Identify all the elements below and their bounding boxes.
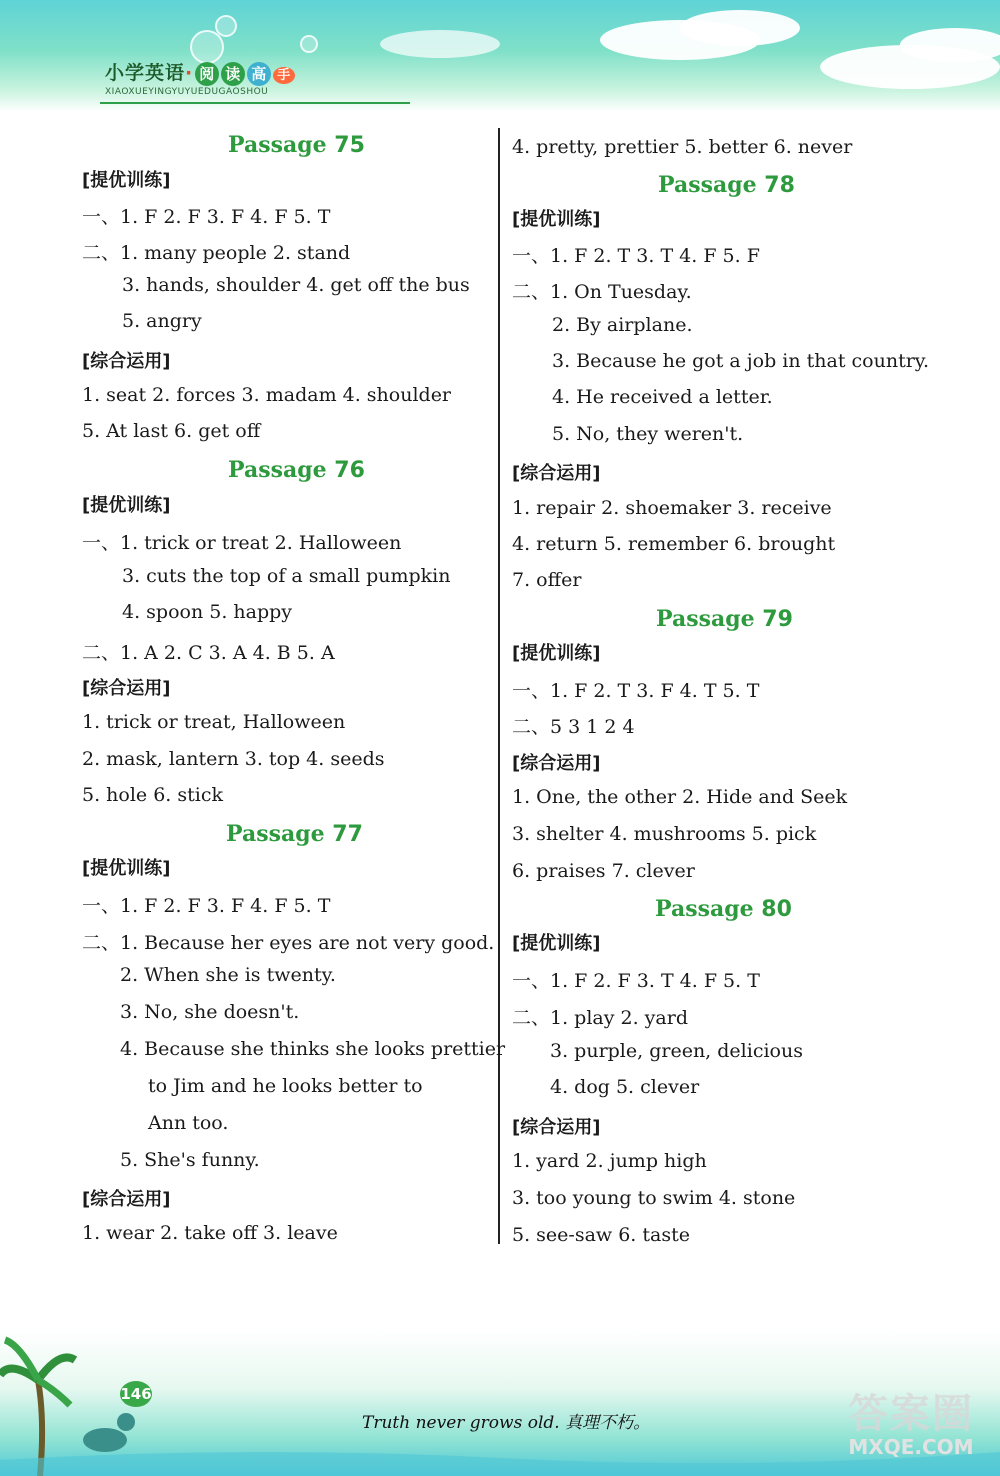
passage-80-title: Passage 80 xyxy=(655,896,792,922)
section-label: [综合运用] xyxy=(512,1117,601,1138)
watermark-logo-text: 答案圈 xyxy=(848,1391,974,1437)
answer-line: 4. pretty, prettier 5. better 6. never xyxy=(512,136,853,158)
page-number: 146 xyxy=(120,1381,152,1407)
watermark xyxy=(826,1382,996,1472)
answer-line: to Jim and he looks better to xyxy=(148,1075,423,1097)
answer-line: 5. hole 6. stick xyxy=(82,784,223,806)
answer-line: 4. return 5. remember 6. brought xyxy=(512,533,836,555)
answer-line: 二、1. play 2. yard xyxy=(512,1007,688,1029)
answer-line: 5. angry xyxy=(122,310,202,332)
section-label: [综合运用] xyxy=(82,1189,171,1210)
palm-tree-icon xyxy=(0,1340,75,1476)
answer-line: 3. Because he got a job in that country. xyxy=(552,350,930,372)
answer-line: 2. By airplane. xyxy=(552,314,693,336)
answer-line: 4. spoon 5. happy xyxy=(122,601,293,623)
answer-line: 1. wear 2. take off 3. leave xyxy=(82,1222,338,1244)
answer-line: 二、5 3 1 2 4 xyxy=(512,716,635,738)
section-label: [提优训练] xyxy=(512,643,601,664)
answer-line: 一、1. trick or treat 2. Halloween xyxy=(82,532,402,554)
section-label: [提优训练] xyxy=(82,858,171,879)
answer-line: 二、1. A 2. C 3. A 4. B 5. A xyxy=(82,642,335,664)
title-char-4: 手 xyxy=(273,67,295,84)
answer-line: 4. He received a letter. xyxy=(552,386,773,408)
footer-motto: Truth never grows old. 真理不朽。 xyxy=(362,1413,651,1433)
title-char-3: 高 xyxy=(247,62,271,86)
answer-line: 二、1. many people 2. stand xyxy=(82,242,351,264)
answer-line: 一、1. F 2. F 3. F 4. F 5. T xyxy=(82,206,331,228)
title-separator: · xyxy=(185,62,194,84)
passage-78-title: Passage 78 xyxy=(658,172,795,198)
section-label: [提优训练] xyxy=(82,495,171,516)
answer-line: 7. offer xyxy=(512,569,582,591)
header-banner xyxy=(0,0,1000,112)
answer-line: 1. repair 2. shoemaker 3. receive xyxy=(512,497,832,519)
column-divider xyxy=(498,128,500,1244)
answer-line: 二、1. Because her eyes are not very good. xyxy=(82,932,495,954)
passage-75-title: Passage 75 xyxy=(228,132,365,158)
answer-line: 3. too young to swim 4. stone xyxy=(512,1187,796,1209)
answer-line: 一、1. F 2. T 3. F 4. T 5. T xyxy=(512,680,760,702)
series-pinyin: XIAOXUEYINGYUYUEDUGAOSHOU xyxy=(105,87,269,97)
answer-line: 1. trick or treat, Halloween xyxy=(82,711,346,733)
book-series-title xyxy=(105,58,295,86)
answer-line: Ann too. xyxy=(148,1112,229,1134)
section-label: [提优训练] xyxy=(512,209,601,230)
answer-line: 3. shelter 4. mushrooms 5. pick xyxy=(512,823,817,845)
answer-line: 1. One, the other 2. Hide and Seek xyxy=(512,786,848,808)
answer-line: 3. purple, green, delicious xyxy=(550,1040,803,1062)
answer-line: 5. see-saw 6. taste xyxy=(512,1224,690,1246)
answer-line: 3. No, she doesn't. xyxy=(120,1001,300,1023)
section-label: [综合运用] xyxy=(82,678,171,699)
answer-line: 一、1. F 2. F 3. F 4. F 5. T xyxy=(82,895,331,917)
title-char-2: 读 xyxy=(221,62,245,86)
passage-76-title: Passage 76 xyxy=(228,457,365,483)
answer-line: 5. She's funny. xyxy=(120,1149,260,1171)
section-label: [综合运用] xyxy=(512,753,601,774)
seal-icon xyxy=(83,1413,135,1452)
answer-line: 4. Because she thinks she looks prettier xyxy=(120,1038,506,1060)
section-label: [提优训练] xyxy=(82,170,171,191)
answer-line: 5. At last 6. get off xyxy=(82,420,261,442)
answer-line: 3. cuts the top of a small pumpkin xyxy=(122,565,451,587)
passage-79-title: Passage 79 xyxy=(656,606,793,632)
watermark-url: MXQE.COM xyxy=(848,1435,974,1459)
header-underline xyxy=(100,102,410,104)
answer-line: 2. When she is twenty. xyxy=(120,964,336,986)
passage-77-title: Passage 77 xyxy=(226,821,363,847)
answer-line: 一、1. F 2. T 3. T 4. F 5. F xyxy=(512,245,760,267)
answer-line: 1. yard 2. jump high xyxy=(512,1150,707,1172)
title-char-1: 阅 xyxy=(195,62,219,86)
answer-line: 二、1. On Tuesday. xyxy=(512,281,692,303)
series-name: 小学英语 xyxy=(105,62,186,84)
answer-line: 3. hands, shoulder 4. get off the bus xyxy=(122,274,470,296)
section-label: [提优训练] xyxy=(512,933,601,954)
answer-line: 2. mask, lantern 3. top 4. seeds xyxy=(82,748,385,770)
answer-line: 5. No, they weren't. xyxy=(552,423,744,445)
answer-line: 1. seat 2. forces 3. madam 4. shoulder xyxy=(82,384,452,406)
section-label: [综合运用] xyxy=(82,351,171,372)
section-label: [综合运用] xyxy=(512,463,601,484)
answer-line: 4. dog 5. clever xyxy=(550,1076,700,1098)
answer-line: 6. praises 7. clever xyxy=(512,860,695,882)
answer-line: 一、1. F 2. F 3. T 4. F 5. T xyxy=(512,970,760,992)
